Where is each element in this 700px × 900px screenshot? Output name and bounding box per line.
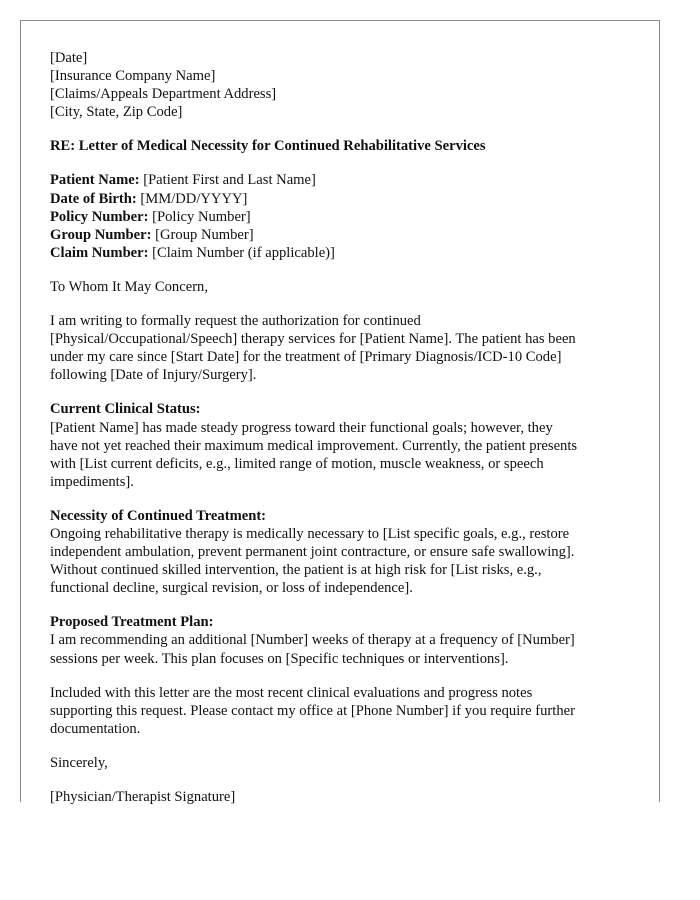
paragraph-line: [Patient Name] has made steady progress toward their functional goals; however, they	[50, 419, 553, 436]
signature-placeholder: [Physician/Therapist Signature]	[50, 789, 236, 805]
city-state-zip-line: [City, State, Zip Code]	[50, 104, 183, 121]
clinical-status-section	[50, 400, 635, 490]
policy-row	[50, 208, 635, 226]
recipient-address	[50, 49, 635, 121]
salutation: To Whom It May Concern,	[50, 278, 208, 295]
dob-label: Date of Birth:	[50, 190, 137, 207]
subject-line: RE: Letter of Medical Necessity for Continued Rehabilitative Services	[50, 138, 486, 155]
section-heading: Proposed Treatment Plan:	[50, 614, 214, 631]
group-row	[50, 226, 635, 244]
policy-value: [Policy Number]	[148, 208, 251, 225]
group-value: [Group Number]	[151, 226, 254, 243]
closing-paragraph	[50, 684, 635, 738]
letter-body	[50, 49, 635, 806]
treatment-plan-section	[50, 613, 635, 667]
claim-value: [Claim Number (if applicable)]	[148, 244, 335, 261]
patient-info	[50, 171, 635, 261]
patient-name-label: Patient Name:	[50, 172, 140, 189]
intro-paragraph	[50, 312, 635, 384]
paragraph-line: [Physical/Occupational/Speech] therapy services for [Patient Name]. The patient has been	[50, 331, 576, 348]
group-label: Group Number:	[50, 226, 152, 243]
paragraph-line: supporting this request. Please contact my office at [Phone Number] if you require further	[50, 702, 575, 719]
section-heading: Current Clinical Status:	[50, 401, 201, 418]
paragraph-line: under my care since [Start Date] for the treatment of [Primary Diagnosis/ICD-10 Code]	[50, 349, 562, 366]
paragraph-line: impediments].	[50, 473, 134, 490]
paragraph-line: documentation.	[50, 720, 141, 737]
paragraph-line: independent ambulation, prevent permanent joint contracture, or ensure safe swallowing].	[50, 544, 575, 561]
dob-row	[50, 190, 635, 208]
signoff: Sincerely,	[50, 754, 108, 771]
paragraph-line: with [List current deficits, e.g., limited range of motion, muscle weakness, or speech	[50, 455, 544, 472]
section-heading: Necessity of Continued Treatment:	[50, 507, 267, 524]
paragraph-line: following [Date of Injury/Surgery].	[50, 367, 257, 384]
paragraph-line: I am writing to formally request the authorization for continued	[50, 313, 421, 330]
patient-name-row	[50, 171, 635, 189]
policy-label: Policy Number:	[50, 208, 149, 225]
claim-row	[50, 244, 635, 262]
letter-page	[20, 20, 660, 805]
paragraph-line: I am recommending an additional [Number] weeks of therapy at a frequency of [Number]	[50, 632, 575, 649]
department-address-line: [Claims/Appeals Department Address]	[50, 86, 277, 103]
paragraph-line: Included with this letter are the most recent clinical evaluations and progress notes	[50, 684, 533, 701]
paragraph-line: Without continued skilled intervention, the patient is at high risk for [List risks, e.g.,	[50, 562, 542, 579]
paragraph-line: have not yet reached their maximum medical improvement. Currently, the patient presents	[50, 437, 578, 454]
date-line: [Date]	[50, 50, 88, 66]
dob-value: [MM/DD/YYYY]	[136, 190, 248, 207]
claim-label: Claim Number:	[50, 244, 149, 261]
paragraph-line: functional decline, surgical revision, or loss of independence].	[50, 580, 413, 597]
paragraph-line: Ongoing rehabilitative therapy is medically necessary to [List specific goals, e.g., restore	[50, 525, 570, 542]
company-name-line: [Insurance Company Name]	[50, 68, 216, 85]
necessity-section	[50, 507, 635, 597]
patient-name-value: [Patient First and Last Name]	[139, 172, 316, 189]
paragraph-line: sessions per week. This plan focuses on [Specific techniques or interventions].	[50, 650, 509, 667]
